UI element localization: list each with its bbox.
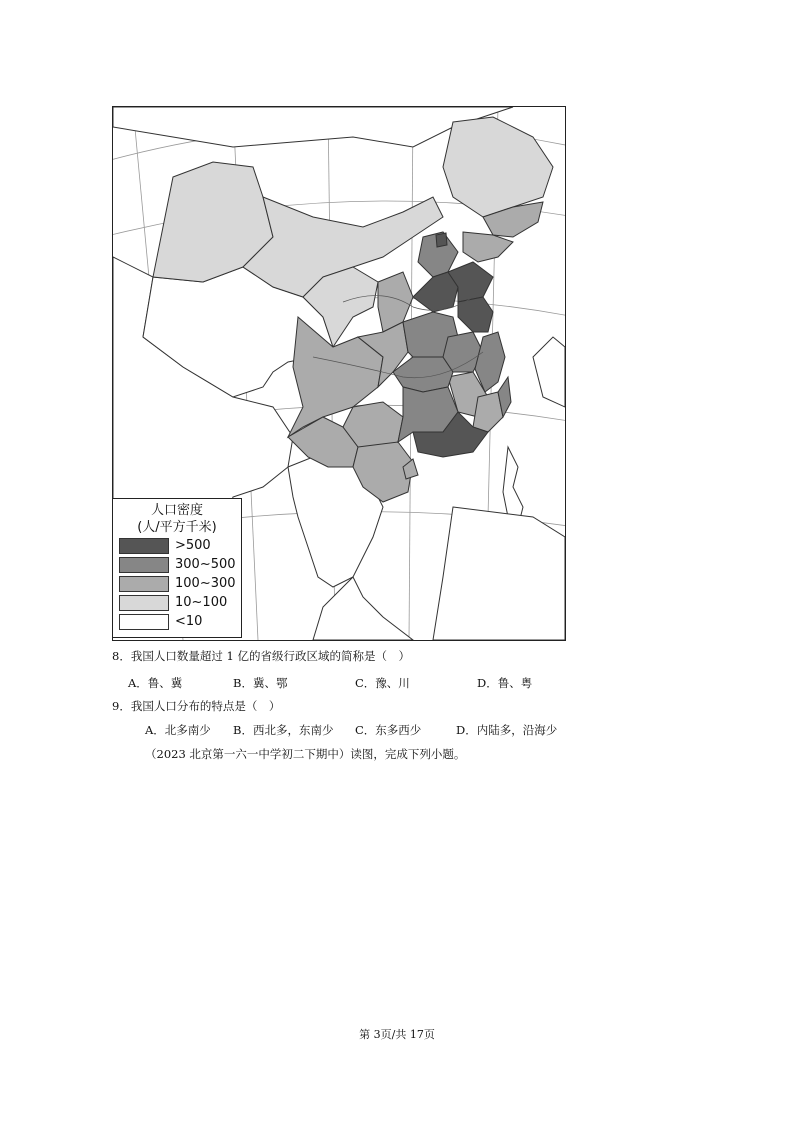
region-henan-north	[413, 272, 458, 312]
question-9-stem: 9．我国人口分布的特点是（ ）	[112, 699, 281, 713]
legend-swatch	[119, 557, 169, 573]
question-8-stem: 8．我国人口数量超过 1 亿的省级行政区域的简称是（ ）	[112, 649, 410, 663]
legend-label: >500	[175, 538, 211, 553]
region-beijing-tianjin	[436, 233, 447, 247]
legend-label: <10	[175, 614, 203, 629]
region-jiangsu	[458, 297, 493, 332]
legend-item	[119, 593, 241, 612]
legend-title	[113, 502, 241, 536]
question-8-option-d[interactable]: D．鲁、粤	[477, 676, 533, 690]
legend-item	[119, 555, 241, 574]
legend-item	[119, 612, 241, 631]
legend-item	[119, 536, 241, 555]
legend-label: 100~300	[175, 576, 236, 591]
region-fujian	[473, 392, 503, 432]
legend-swatch	[119, 595, 169, 611]
region-heilongjiang	[443, 117, 553, 217]
legend-title-line1: 人口密度	[150, 503, 203, 518]
page-footer: 第 3页/共 17页	[359, 1028, 435, 1041]
region-hubei	[393, 357, 453, 392]
legend-swatch	[119, 538, 169, 554]
legend-item	[119, 574, 241, 593]
question-8-option-a[interactable]: A．鲁、冀	[128, 676, 183, 690]
map-legend	[112, 498, 242, 638]
question-9-option-b[interactable]: B．西北多，东南少	[233, 723, 334, 737]
question-8-option-b[interactable]: B．冀、鄂	[233, 676, 288, 690]
question-8-option-c[interactable]: C．豫、川	[355, 676, 410, 690]
legend-label: 300~500	[175, 557, 236, 572]
legend-label: 10~100	[175, 595, 228, 610]
legend-swatch	[119, 614, 169, 630]
question-9-option-c[interactable]: C．东多西少	[355, 723, 422, 737]
legend-swatch	[119, 576, 169, 592]
question-9-option-d[interactable]: D．内陆多，沿海少	[456, 723, 558, 737]
section-intro: （2023 北京第一六一中学初二下期中）读图，完成下列小题。	[145, 747, 466, 761]
question-9-option-a[interactable]: A．北多南少	[145, 723, 211, 737]
legend-title-line2: (人/平方千米)	[137, 520, 217, 535]
